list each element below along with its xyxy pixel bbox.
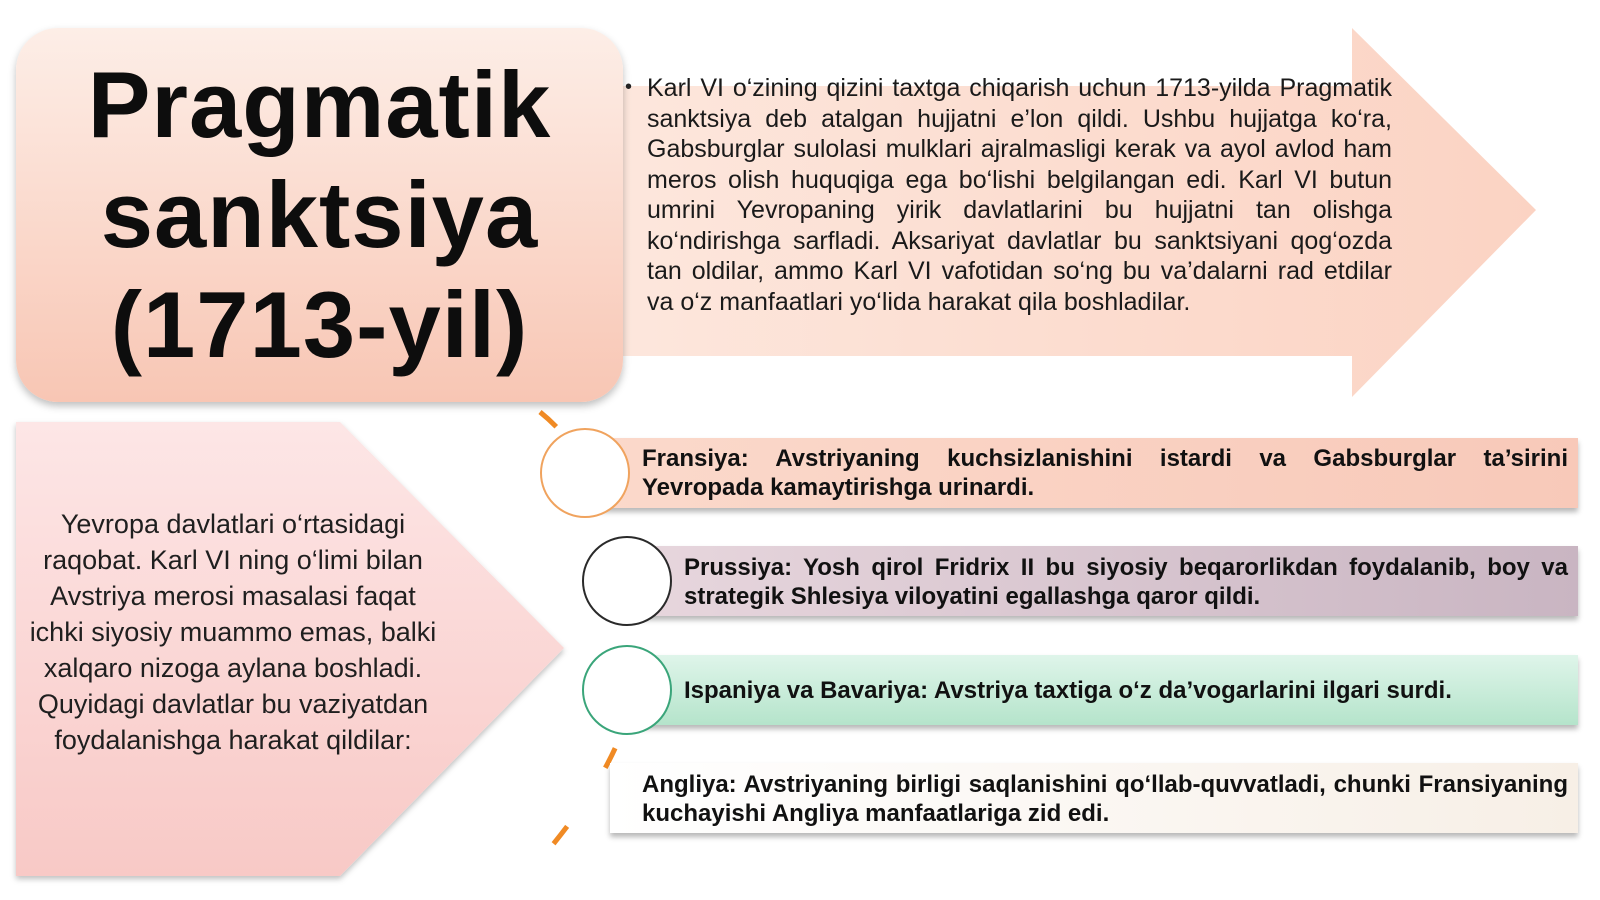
item-text-angliya: Angliya: Avstriyaning birligi saqlanishini qo‘llab-quvvatladi, chunki Fransiyaning kuchayishi Angliya manfaatlariga zid edi. bbox=[642, 771, 1568, 827]
item-circle-ispaniya bbox=[582, 645, 672, 735]
context-paragraph: Yevropa davlatlari o‘rtasidagi raqobat. Karl VI ning o‘limi bilan Avstriya merosi masalasi faqat ichki siyosiy muammo emas, balki xalqaro nizoga aylana boshladi. Quyidagi davlatlar bu vaziyatdan foydalanishga harakat qildilar: bbox=[29, 509, 437, 755]
item-text-prussiya: Prussiya: Yosh qirol Fridrix II bu siyosiy beqarorlikdan foydalanib, boy va strategik Shlesiya viloyatini egallashga qaror qildi. bbox=[684, 554, 1568, 610]
title-line-1: Pragmatik bbox=[87, 52, 552, 157]
title-line-3: (1713-yil) bbox=[110, 272, 529, 377]
item-text-ispaniya: Ispaniya va Bavariya: Avstriya taxtiga o‘z da’vogarlarini ilgari surdi. bbox=[684, 677, 1452, 704]
bullet-icon: • bbox=[625, 76, 633, 98]
intro-paragraph: Karl VI o‘zining qizini taxtga chiqarish uchun 1713-yilda Pragmatik sanktsiya deb atalgan hujjatni e’lon qildi. Ushbu hujjatga ko‘ra, Gabsburglar sulolasi mulklari ajralmasligi kerak va ayol avlod ham meros olish huquqiga ega bo‘lishi belgilangan edi. Karl VI butun umrini Yevropaning yirik davlatlarini bu hujjatni tan olishga ko‘ndirishga sarfladi. Aksariyat davlatlar bu sanktsiyani qog‘ozda tan oldilar, ammo Karl VI vafotidan so‘ng bu va’dalarni rad etdilar va o‘z manfaatlari yo‘lida harakat qila boshladilar. bbox=[647, 74, 1392, 316]
item-text-fransiya: Fransiya: Avstriyaning kuchsizlanishini istardi va Gabsburglar ta’sirini Yevropada kamaytirishga urinardi. bbox=[642, 445, 1568, 501]
title-card bbox=[16, 28, 623, 402]
title-line-2: sanktsiya bbox=[100, 162, 539, 267]
item-circle-fransiya bbox=[540, 428, 630, 518]
item-circle-prussiya bbox=[582, 536, 672, 626]
